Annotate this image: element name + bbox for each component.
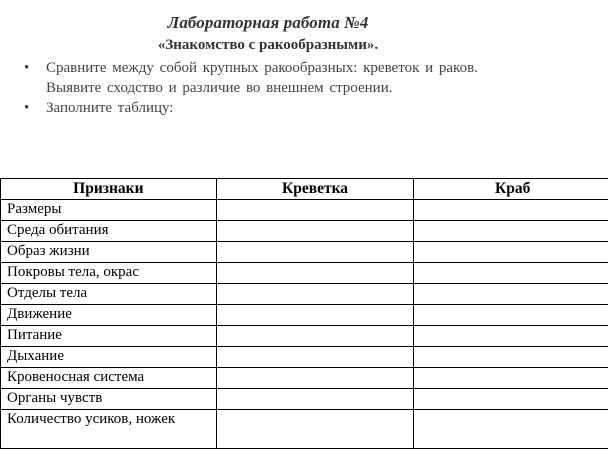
shrimp-cell[interactable] (216, 221, 414, 242)
shrimp-cell[interactable] (216, 368, 414, 389)
instruction-item (22, 98, 502, 118)
crab-cell[interactable] (414, 347, 608, 368)
crab-cell[interactable] (414, 284, 608, 305)
instruction-text: Сравните между собой крупных ракообразных: креветок и раков. Выявите сходство и различие во внешнем строении. (46, 58, 502, 98)
shrimp-cell[interactable] (216, 347, 414, 368)
table-row (1, 368, 608, 389)
row-label: Отделы тела (1, 284, 217, 305)
shrimp-cell[interactable] (216, 200, 414, 221)
bullet-icon: • (24, 58, 29, 78)
shrimp-cell[interactable] (216, 410, 414, 449)
page-subtitle: «Знакомство с ракообразными». (0, 37, 536, 54)
table-row (1, 242, 608, 263)
header-crab: Краб (414, 179, 608, 200)
table-row (1, 326, 608, 347)
crab-cell[interactable] (414, 410, 608, 449)
row-label: Размеры (1, 200, 217, 221)
row-label: Питание (1, 326, 217, 347)
table-row (1, 305, 608, 326)
crab-cell[interactable] (414, 263, 608, 284)
shrimp-cell[interactable] (216, 389, 414, 410)
page-title: Лабораторная работа №4 (0, 13, 536, 33)
crab-cell[interactable] (414, 200, 608, 221)
table-row (1, 284, 608, 305)
row-label: Количество усиков, ножек (1, 410, 217, 449)
crab-cell[interactable] (414, 326, 608, 347)
shrimp-cell[interactable] (216, 305, 414, 326)
table-row (1, 263, 608, 284)
row-label: Органы чувств (1, 389, 217, 410)
header-shrimp: Креветка (216, 179, 414, 200)
table-row (1, 347, 608, 368)
row-label: Среда обитания (1, 221, 217, 242)
table-row (1, 389, 608, 410)
comparison-table (0, 178, 608, 449)
row-label: Покровы тела, окрас (1, 263, 217, 284)
shrimp-cell[interactable] (216, 284, 414, 305)
crab-cell[interactable] (414, 389, 608, 410)
header-features: Признаки (1, 179, 217, 200)
row-label: Движение (1, 305, 217, 326)
instruction-item (22, 58, 502, 98)
instruction-list (22, 58, 502, 118)
row-label: Образ жизни (1, 242, 217, 263)
row-label: Кровеносная система (1, 368, 217, 389)
crab-cell[interactable] (414, 221, 608, 242)
crab-cell[interactable] (414, 242, 608, 263)
crab-cell[interactable] (414, 305, 608, 326)
shrimp-cell[interactable] (216, 326, 414, 347)
table-header-row (1, 179, 608, 200)
crab-cell[interactable] (414, 368, 608, 389)
table-row (1, 410, 608, 449)
shrimp-cell[interactable] (216, 242, 414, 263)
table-row (1, 200, 608, 221)
shrimp-cell[interactable] (216, 263, 414, 284)
instruction-text: Заполните таблицу: (46, 100, 173, 116)
bullet-icon: • (24, 98, 29, 118)
row-label: Дыхание (1, 347, 217, 368)
table-row (1, 221, 608, 242)
